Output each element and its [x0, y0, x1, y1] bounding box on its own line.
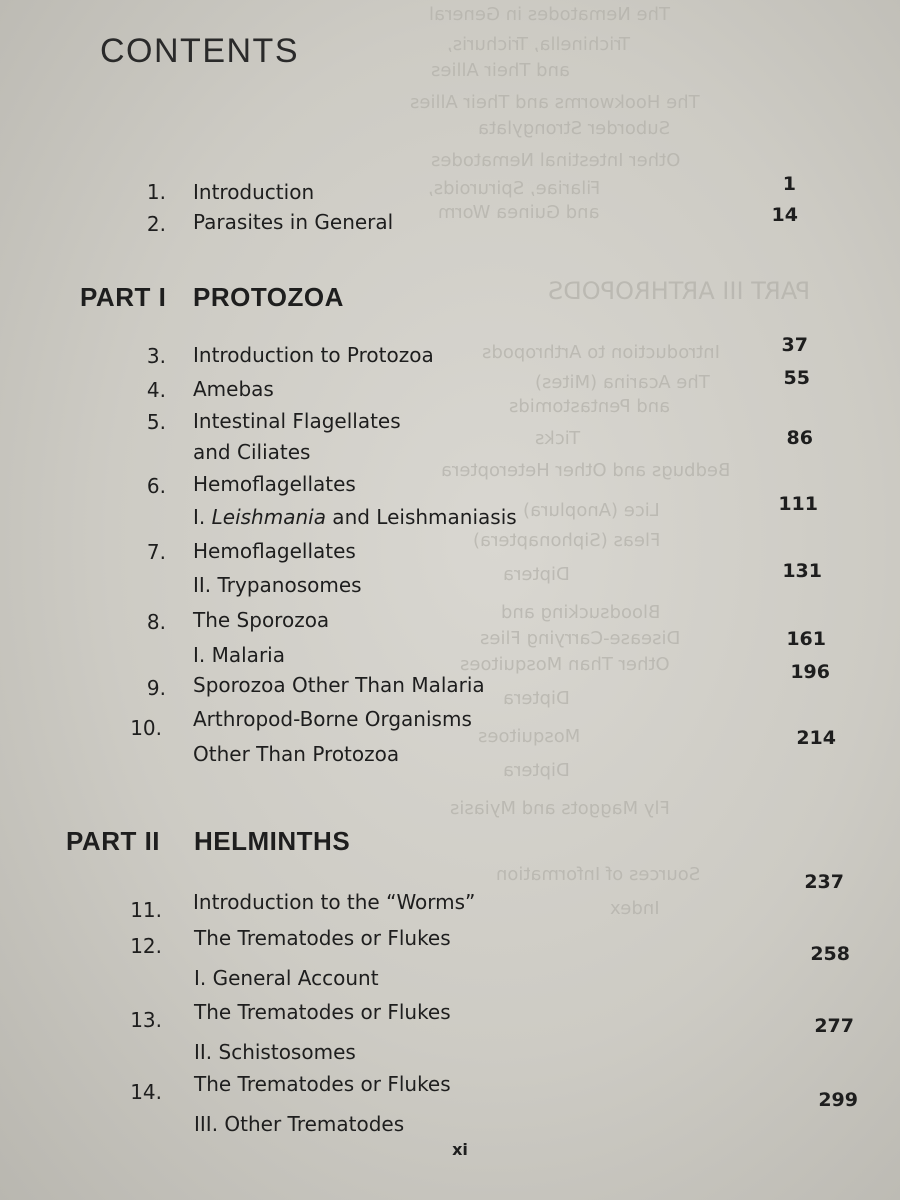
ghost-line: Bloodsucking and	[500, 602, 660, 623]
chapter-subtitle: and Ciliates	[193, 440, 311, 464]
chapter-number: 2.	[146, 212, 166, 236]
page-number: 111	[778, 493, 818, 515]
page-number: 131	[782, 560, 822, 582]
page-number: 86	[786, 427, 813, 449]
chapter-title: Amebas	[193, 377, 274, 401]
chapter-number: 4.	[146, 378, 166, 402]
page-number: 1	[782, 173, 796, 195]
ghost-line: PART III ARTHROPODS	[547, 277, 810, 305]
ghost-line: Lice (Anoplura)	[523, 500, 660, 521]
ghost-line: and Guinea Worm	[438, 202, 600, 223]
ghost-line: Suborder Strongylata	[477, 118, 670, 139]
page-number: 14	[771, 204, 798, 226]
ghost-line: and Pentastomids	[508, 396, 670, 417]
page-number: 214	[796, 727, 836, 749]
chapter-subtitle: Other Than Protozoa	[193, 742, 400, 766]
chapter-title: Arthropod-Borne Organisms	[193, 707, 472, 731]
ghost-line: Introduction to Arthropods	[482, 342, 720, 363]
ghost-line: Other Than Mosquitoes	[460, 654, 670, 675]
ghost-line: The Acarina (Mites)	[535, 372, 710, 393]
ghost-line: Fly Maggots and Myiasis	[450, 798, 670, 819]
ghost-line: Other Intestinal Nematodes	[430, 150, 680, 171]
part-label: PART II	[66, 826, 161, 856]
page-number: 37	[781, 334, 808, 356]
chapter-title: Introduction	[193, 180, 315, 204]
page-number: 277	[814, 1015, 854, 1037]
chapter-title: Hemoflagellates	[193, 539, 356, 563]
chapter-number: 9.	[146, 676, 166, 700]
ghost-line: Diptera	[503, 564, 570, 585]
chapter-number: 6.	[146, 474, 166, 498]
chapter-title: Sporozoa Other Than Malaria	[193, 673, 485, 697]
ghost-line: Trichinella, Trichuris,	[447, 34, 630, 55]
part-heading	[66, 826, 351, 857]
chapter-subtitle	[193, 505, 517, 529]
ghost-line: and Their Allies	[431, 60, 570, 81]
chapter-title: Intestinal Flagellates	[193, 409, 401, 433]
chapter-subtitle: I. General Account	[194, 966, 379, 990]
part-label: PART I	[80, 282, 167, 312]
page-number: 55	[783, 367, 810, 389]
chapter-title: Introduction to the “Worms”	[193, 890, 476, 914]
ghost-line: Fleas (Siphonaptera)	[472, 530, 660, 551]
chapter-number: 10.	[130, 716, 162, 740]
subtitle-italic: Leishmania	[211, 505, 326, 529]
ghost-line: Sources of Information	[495, 864, 700, 885]
ghost-line: Index	[610, 898, 660, 919]
ghost-line: Diptera	[503, 760, 570, 781]
chapter-title: The Trematodes or Flukes	[194, 926, 451, 950]
chapter-number: 14.	[130, 1080, 162, 1104]
chapter-number: 5.	[146, 410, 166, 434]
ghost-line: The Nematodes in General	[428, 4, 670, 25]
chapter-title: Parasites in General	[193, 210, 394, 234]
ghost-line: Disease-Carrying Flies	[479, 628, 680, 649]
chapter-title: The Trematodes or Flukes	[194, 1000, 451, 1024]
chapter-subtitle: II. Trypanosomes	[193, 573, 362, 597]
page-number: 299	[818, 1089, 858, 1111]
chapter-subtitle: I. Malaria	[193, 643, 285, 667]
page-number: 258	[810, 943, 850, 965]
page-title: CONTENTS	[100, 32, 299, 70]
ghost-line: Filariae, Spiruroids,	[427, 178, 600, 199]
chapter-number: 11.	[130, 898, 162, 922]
ghost-line: Mosquitoes	[477, 726, 580, 747]
folio-page-number: xi	[452, 1140, 468, 1159]
chapter-number: 7.	[146, 540, 166, 564]
chapter-subtitle: II. Schistosomes	[194, 1040, 356, 1064]
chapter-number: 13.	[130, 1008, 162, 1032]
chapter-number: 12.	[130, 934, 162, 958]
page-number: 237	[804, 871, 844, 893]
ghost-line: Diptera	[503, 688, 570, 709]
part-name: HELMINTHS	[194, 826, 351, 856]
page-number: 196	[790, 661, 830, 683]
part-heading	[80, 282, 344, 313]
chapter-title: Hemoflagellates	[193, 472, 356, 496]
subtitle-prefix: I.	[193, 505, 212, 529]
ghost-line: The Hookworms and Their Allies	[410, 92, 700, 113]
ghost-line: Ticks	[534, 428, 580, 449]
subtitle-rest: and Leishmaniasis	[325, 505, 517, 529]
chapter-title: Introduction to Protozoa	[193, 343, 434, 367]
chapter-subtitle: III. Other Trematodes	[194, 1112, 405, 1136]
chapter-title: The Trematodes or Flukes	[194, 1072, 451, 1096]
ghost-line: Bedbugs and Other Heteroptera	[440, 460, 730, 481]
part-name: PROTOZOA	[193, 282, 344, 312]
chapter-title: The Sporozoa	[193, 608, 330, 632]
chapter-number: 1.	[146, 180, 166, 204]
chapter-number: 8.	[146, 610, 166, 634]
chapter-number: 3.	[146, 344, 166, 368]
page-number: 161	[786, 628, 826, 650]
